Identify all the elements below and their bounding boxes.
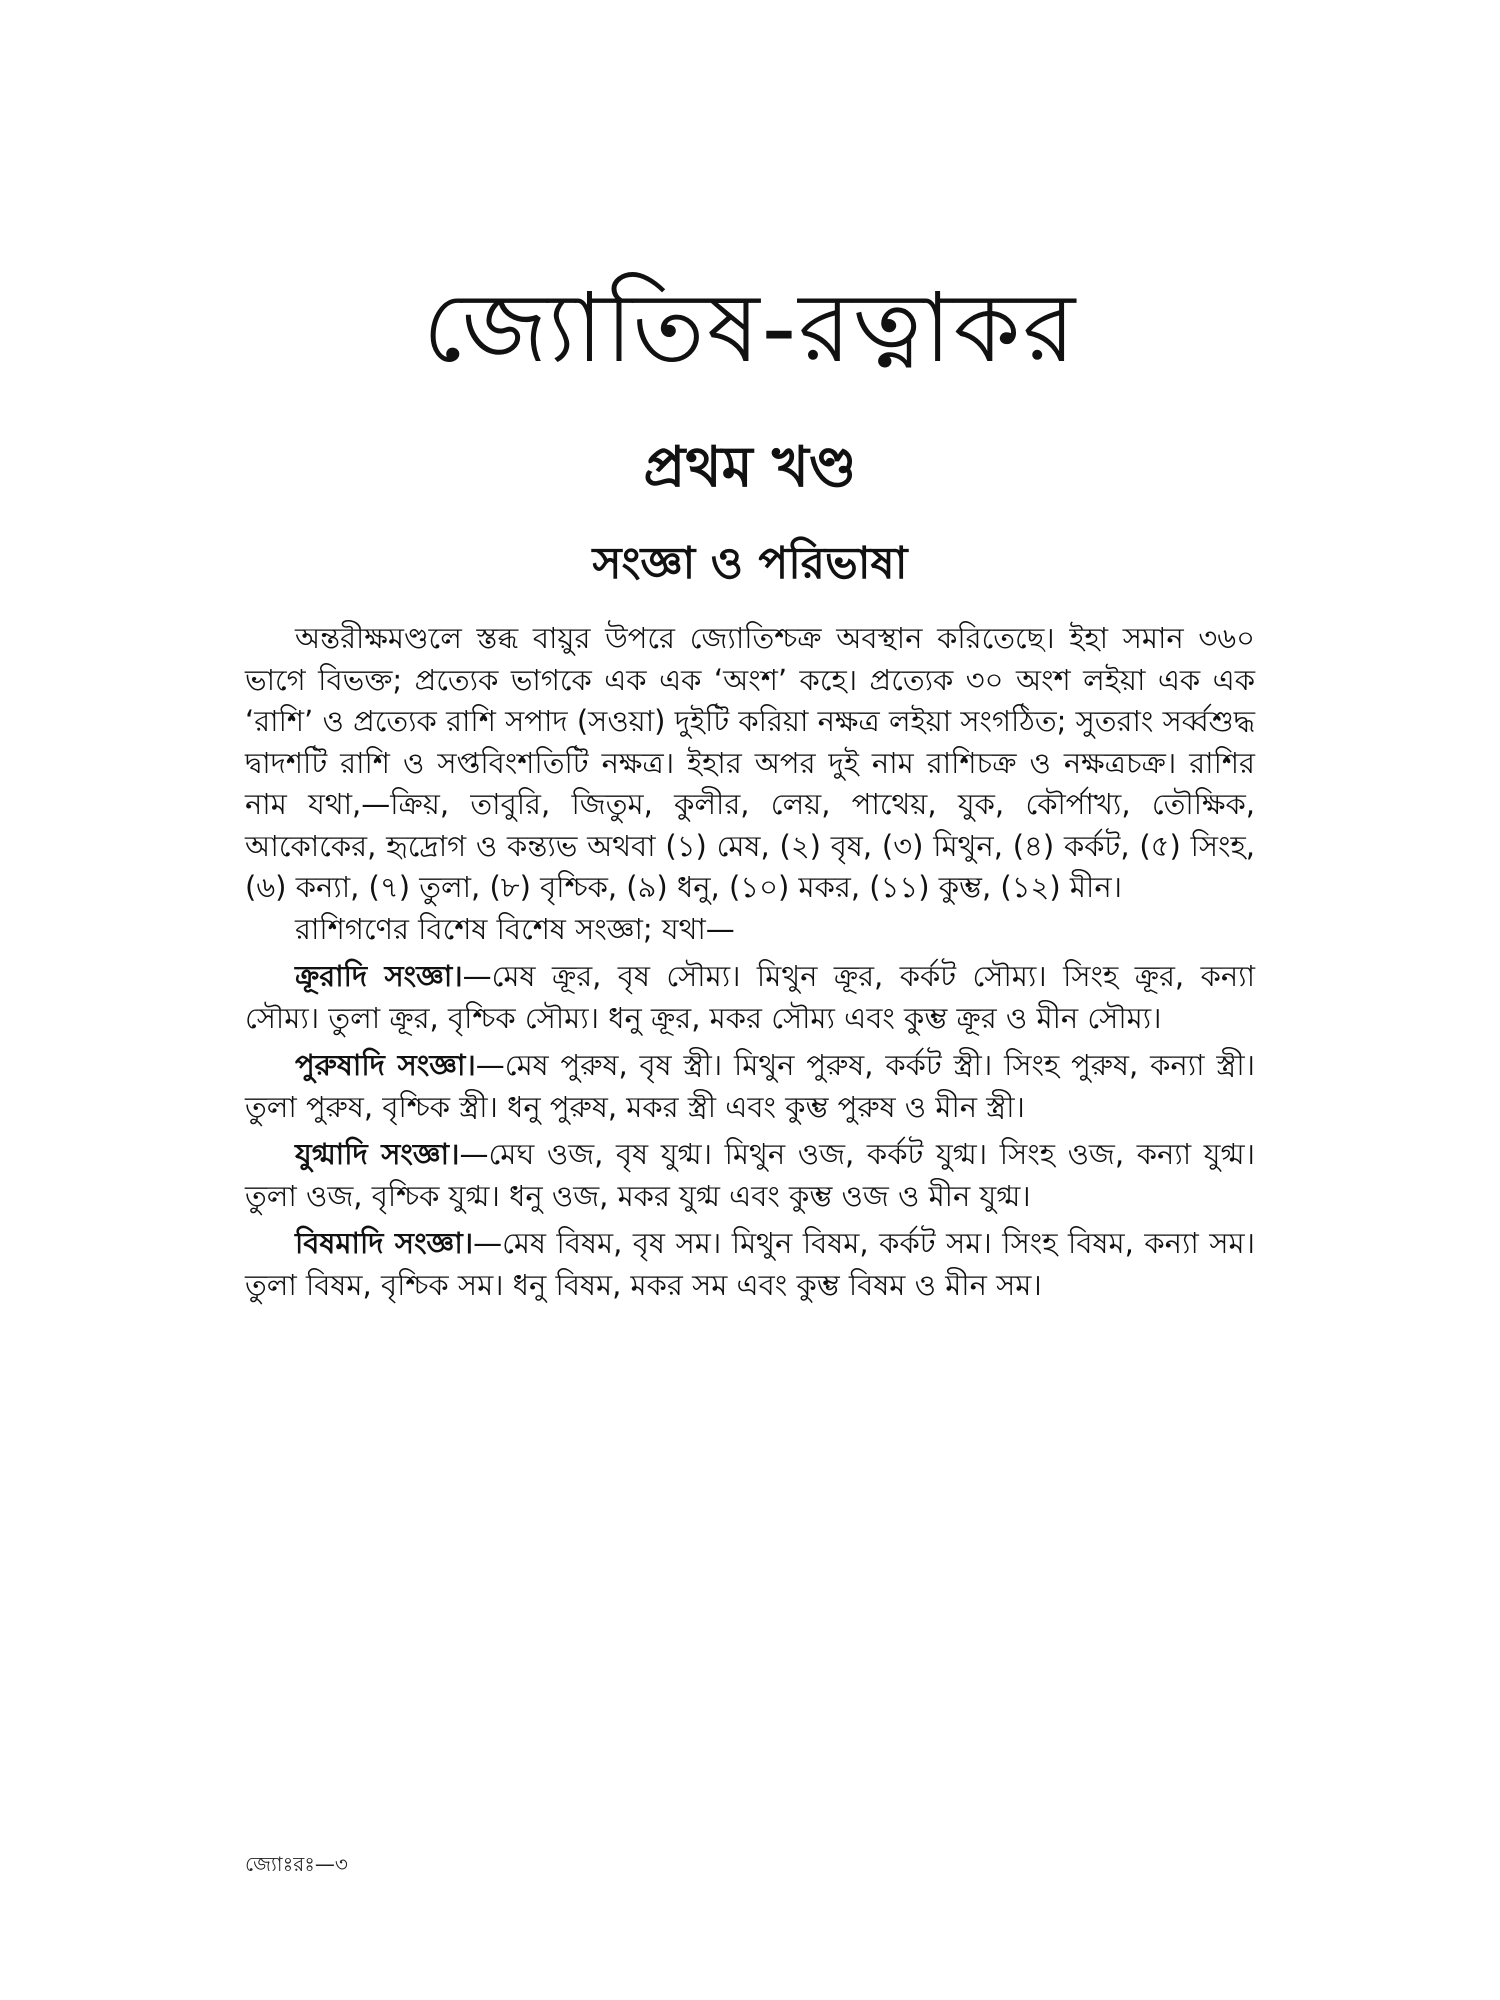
vishamadi-paragraph — [245, 1223, 1255, 1306]
kruradi-text: —মেষ ক্রূর, বৃষ সৌম্য। মিথুন ক্রূর, কর্কট সৌম্য। সিংহ ক্রূর, কন্যা সৌম্য। তুলা ক্রূর, বৃশ্চিক সৌম্য। ধনু ক্রূর, মকর সৌম্য এবং কুম্ভ ক্রূর ও মীন সৌম্য। — [245, 959, 1255, 1035]
purushadi-paragraph — [245, 1045, 1255, 1128]
intro-paragraph: অন্তরীক্ষমণ্ডলে স্তব্ধ বায়ুর উপরে জ্যোতিশ্চক্র অবস্থান করিতেছে। ইহা সমান ৩৬০ ভাগে বিভক্ত; প্রত্যেক ভাগকে এক এক ‘অংশ’ কহে। প্রত্যেক ৩০ অংশ লইয়া এক এক ‘রাশি’ ও প্রত্যেক রাশি সপাদ (সওয়া) দুইটি করিয়া নক্ষত্র লইয়া সংগঠিত; সুতরাং সর্ব্বশুদ্ধ দ্বাদশটি রাশি ও সপ্তবিংশতিটি নক্ষত্র। ইহার অপর দুই নাম রাশিচক্র ও নক্ষত্রচক্র। রাশির নাম যথা,—ক্রিয়, তাবুরি, জিতুম, কুলীর, লেয়, পাথেয়, যুক, কৌর্পাখ্য, তৌক্ষিক, আকোকের, হৃদ্রোগ ও কন্ত্যভ অথবা (১) মেষ, (২) বৃষ, (৩) মিথুন, (৪) কর্কট, (৫) সিংহ, (৬) কন্যা, (৭) তুলা, (৮) বৃশ্চিক, (৯) ধনু, (১০) মকর, (১১) কুম্ভ, (১২) মীন। — [245, 621, 1255, 904]
part-title: প্রথম খণ্ড — [643, 435, 857, 500]
kruradi-term: ক্রূরাদি সংজ্ঞা। — [295, 959, 463, 993]
footer-signature: জ্যোঃরঃ—৩ — [245, 1852, 348, 1876]
yugmadi-text: —মেঘ ওজ, বৃষ যুগ্ম। মিথুন ওজ, কর্কট যুগ্ম। সিংহ ওজ, কন্যা যুগ্ম। তুলা ওজ, বৃশ্চিক যুগ্ম। ধনু ওজ, মকর যুগ্ম এবং কুম্ভ ওজ ও মীন যুগ্ম। — [245, 1137, 1255, 1213]
vishamadi-text: —মেষ বিষম, বৃষ সম। মিথুন বিষম, কর্কট সম। সিংহ বিষম, কন্যা সম। তুলা বিষম, বৃশ্চিক সম। ধনু বিষম, মকর সম এবং কুম্ভ বিষম ও মীন সম। — [245, 1226, 1256, 1302]
purushadi-text: —মেষ পুরুষ, বৃষ স্ত্রী। মিথুন পুরুষ, কর্কট স্ত্রী। সিংহ পুরুষ, কন্যা স্ত্রী। তুলা পুরুষ, বৃশ্চিক স্ত্রী। ধনু পুরুষ, মকর স্ত্রী এবং কুম্ভ পুরুষ ও মীন স্ত্রী। — [245, 1048, 1256, 1124]
kruradi-paragraph — [245, 956, 1255, 1039]
section-title: সংজ্ঞা ও পরিভাষা — [592, 538, 908, 589]
book-title: জ্যোতিষ-রত্নাকর — [422, 272, 1078, 384]
lead-paragraph: রাশিগণের বিশেষ বিশেষ সংজ্ঞা; যথা— — [295, 911, 735, 946]
yugmadi-paragraph — [245, 1134, 1255, 1217]
vishamadi-term: বিষমাদি সংজ্ঞা। — [295, 1226, 474, 1260]
body-text — [245, 618, 1255, 1306]
purushadi-term: পুরুষাদি সংজ্ঞা। — [295, 1048, 476, 1082]
yugmadi-term: যুগ্মাদি সংজ্ঞা। — [295, 1137, 460, 1171]
